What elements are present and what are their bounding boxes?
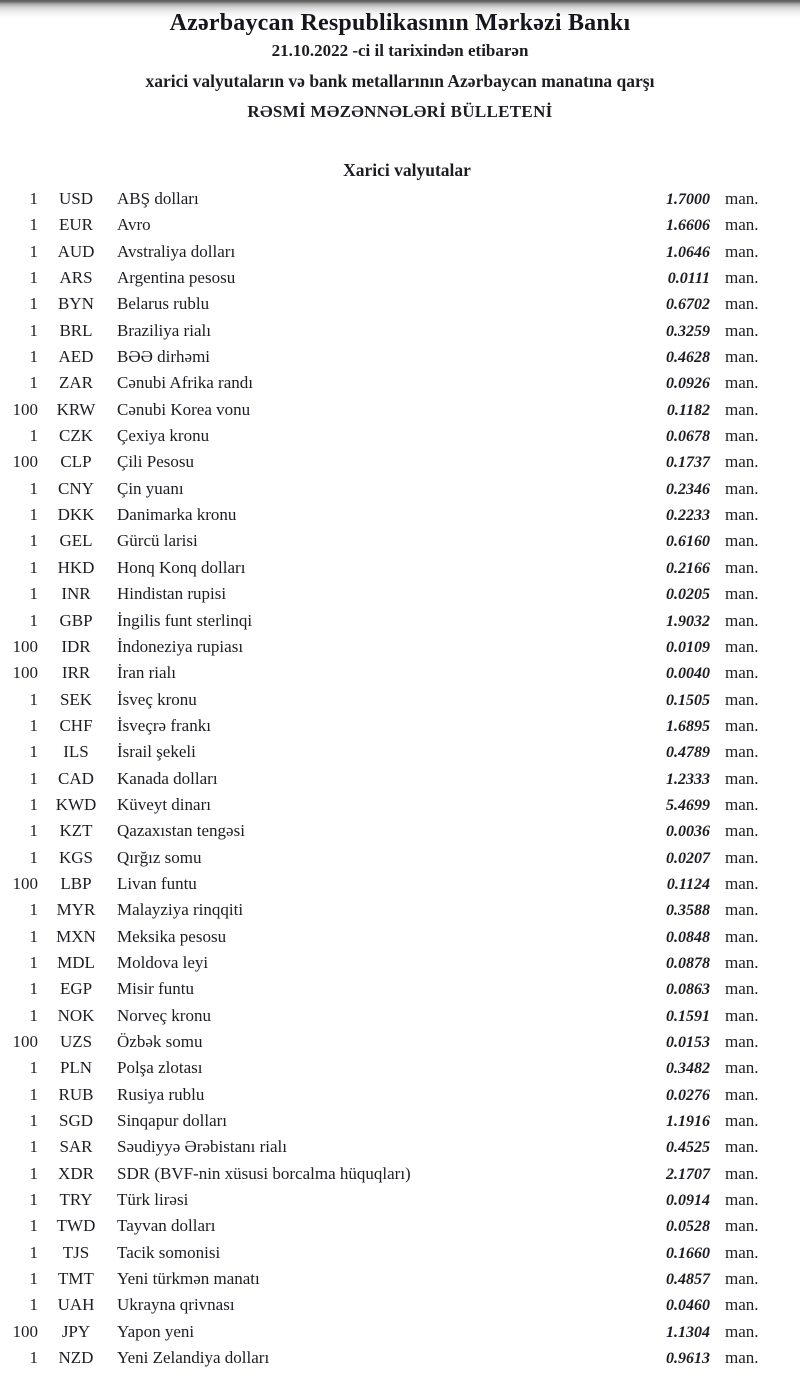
table-row: [0, 976, 800, 1002]
row-unit-label: man.: [725, 1163, 759, 1183]
row-rate-value: 0.0678: [666, 428, 710, 446]
table-row: [0, 1266, 800, 1292]
row-rate-value: 0.1660: [666, 1244, 710, 1262]
row-currency-name: Yapon yeni: [117, 1321, 195, 1341]
row-currency-name: Gürcü larisi: [117, 531, 198, 551]
row-quantity: 100: [12, 663, 38, 683]
row-unit-label: man.: [725, 557, 759, 577]
row-unit-label: man.: [725, 1242, 759, 1262]
row-currency-code: AED: [58, 347, 94, 367]
row-currency-code: INR: [61, 584, 91, 604]
row-currency-name: Türk lirəsi: [117, 1190, 189, 1210]
row-unit-label: man.: [725, 689, 759, 709]
row-currency-name: Səudiyyə Ərəbistanı rialı: [117, 1137, 287, 1157]
row-currency-code: TMT: [58, 1269, 94, 1289]
row-currency-code: SGD: [58, 1111, 93, 1131]
row-quantity: 100: [12, 636, 38, 656]
table-row: [0, 897, 800, 923]
table-row: [0, 186, 800, 212]
row-currency-name: Tayvan dolları: [117, 1216, 216, 1236]
row-unit-label: man.: [725, 241, 759, 261]
row-unit-label: man.: [725, 347, 759, 367]
row-currency-code: GBP: [59, 610, 93, 630]
row-unit-label: man.: [725, 1321, 759, 1341]
row-currency-name: Livan funtu: [117, 873, 197, 893]
row-quantity: 1: [29, 478, 38, 498]
row-rate-value: 0.1737: [666, 454, 710, 472]
row-currency-name: Sinqapur dolları: [117, 1111, 228, 1131]
row-quantity: 1: [29, 215, 38, 235]
row-currency-name: Qırğız somu: [117, 847, 202, 867]
row-quantity: 1: [29, 847, 38, 867]
table-row: [0, 1292, 800, 1318]
table-row: [0, 212, 800, 238]
row-unit-label: man.: [725, 1269, 759, 1289]
row-unit-label: man.: [725, 452, 759, 472]
row-rate-value: 0.0207: [666, 849, 710, 867]
effective-date-line: 21.10.2022 -ci il tarixindən etibarən: [271, 41, 529, 60]
row-currency-name: Rusiya rublu: [117, 1084, 205, 1104]
table-row: [0, 660, 800, 686]
row-currency-name: İran rialı: [117, 663, 176, 683]
row-unit-label: man.: [725, 268, 759, 288]
row-quantity: 100: [12, 399, 38, 419]
row-quantity: 1: [29, 1269, 38, 1289]
row-currency-name: Qazaxıstan tengəsi: [117, 821, 245, 841]
row-unit-label: man.: [725, 1348, 759, 1368]
table-row: [0, 1319, 800, 1345]
row-currency-name: Braziliya rialı: [117, 320, 211, 340]
row-unit-label: man.: [725, 1111, 759, 1131]
row-unit-label: man.: [725, 1005, 759, 1025]
row-quantity: 1: [29, 189, 38, 208]
table-row: [0, 1161, 800, 1187]
row-currency-name: Malayziya rinqqiti: [117, 900, 244, 920]
row-currency-name: İsveç kronu: [117, 689, 197, 709]
row-currency-name: İndoneziya rupiası: [117, 636, 244, 656]
row-rate-value: 0.0528: [666, 1218, 710, 1236]
row-currency-code: RUB: [58, 1084, 94, 1104]
table-row: [0, 924, 800, 950]
row-currency-name: ABŞ dolları: [117, 189, 199, 208]
row-quantity: 1: [29, 1190, 38, 1210]
table-row: [0, 265, 800, 291]
row-currency-code: JPY: [61, 1321, 91, 1341]
table-row: [0, 818, 800, 844]
row-quantity: 100: [12, 1321, 38, 1341]
row-rate-value: 0.4789: [666, 744, 710, 762]
row-currency-name: Çin yuanı: [117, 478, 184, 498]
row-currency-code: ZAR: [59, 373, 93, 393]
row-quantity: 100: [12, 452, 38, 472]
row-quantity: 1: [29, 979, 38, 999]
row-unit-label: man.: [725, 478, 759, 498]
row-currency-name: Ukrayna qrivnası: [117, 1295, 235, 1315]
row-rate-value: 0.0153: [666, 1034, 710, 1051]
row-quantity: 1: [29, 505, 38, 525]
row-currency-name: Moldova leyi: [117, 952, 209, 972]
row-currency-code: GEL: [59, 531, 93, 551]
row-currency-name: Norveç kronu: [117, 1005, 211, 1025]
row-currency-code: MXN: [56, 926, 96, 946]
row-quantity: 1: [29, 531, 38, 551]
row-unit-label: man.: [725, 1216, 759, 1236]
row-rate-value: 0.0111: [667, 270, 710, 288]
row-currency-code: DKK: [57, 505, 95, 525]
table-row: [0, 634, 800, 660]
bank-title: Azərbaycan Respublikasının Mərkəzi Bankı: [169, 10, 631, 36]
row-quantity: 1: [29, 610, 38, 630]
section-title-foreign-currencies: Xarici valyutalar: [343, 160, 471, 180]
table-row: [0, 950, 800, 976]
row-unit-label: man.: [725, 794, 759, 814]
row-quantity: 1: [29, 1163, 38, 1183]
row-currency-code: XDR: [58, 1163, 94, 1183]
row-quantity: 1: [29, 557, 38, 577]
row-quantity: 1: [29, 294, 38, 314]
table-row: [0, 344, 800, 370]
row-currency-name: İsveçrə frankı: [117, 715, 211, 735]
row-quantity: 1: [29, 373, 38, 393]
row-currency-name: Misir funtu: [117, 979, 194, 999]
table-row: [0, 1082, 800, 1108]
row-quantity: 1: [29, 241, 38, 261]
table-row: [0, 239, 800, 265]
row-unit-label: man.: [725, 320, 759, 340]
table-row: [0, 291, 800, 317]
row-currency-code: EGP: [59, 979, 93, 999]
row-rate-value: 0.0036: [666, 823, 710, 841]
row-unit-label: man.: [725, 715, 759, 735]
row-currency-name: Hindistan rupisi: [117, 584, 227, 604]
row-unit-label: man.: [725, 373, 759, 393]
table-row: [0, 397, 800, 423]
row-currency-name: Avstraliya dolları: [117, 241, 236, 261]
row-currency-code: LBP: [60, 873, 92, 893]
row-currency-name: Belarus rublu: [117, 294, 210, 314]
row-currency-code: BRL: [59, 320, 93, 340]
row-quantity: 100: [12, 1032, 38, 1051]
row-rate-value: 0.1182: [666, 401, 710, 419]
row-quantity: 1: [29, 584, 38, 604]
row-quantity: 1: [29, 426, 38, 446]
row-unit-label: man.: [725, 636, 759, 656]
row-unit-label: man.: [725, 531, 759, 551]
row-currency-code: TWD: [56, 1216, 96, 1236]
row-rate-value: 0.0109: [666, 638, 710, 656]
row-rate-value: 0.0040: [666, 665, 710, 683]
table-row: [0, 766, 800, 792]
table-row: [0, 1240, 800, 1266]
row-currency-code: AUD: [57, 241, 95, 261]
row-currency-name: Özbək somu: [117, 1032, 203, 1051]
row-unit-label: man.: [725, 399, 759, 419]
row-rate-value: 0.1124: [666, 875, 710, 893]
row-rate-value: 0.6702: [666, 296, 710, 314]
row-quantity: 1: [29, 1058, 38, 1078]
row-rate-value: 1.1304: [666, 1323, 710, 1341]
table-row: [0, 1187, 800, 1213]
row-currency-name: Danimarka kronu: [117, 505, 237, 525]
row-unit-label: man.: [725, 610, 759, 630]
row-currency-code: CAD: [58, 768, 94, 788]
row-currency-name: Honq Konq dolları: [117, 557, 246, 577]
row-rate-value: 0.4628: [666, 349, 710, 367]
row-currency-code: IDR: [61, 636, 91, 656]
row-unit-label: man.: [725, 1137, 759, 1157]
table-row: [0, 1108, 800, 1134]
row-unit-label: man.: [725, 294, 759, 314]
row-currency-code: CLP: [60, 452, 92, 472]
row-currency-code: TJS: [62, 1242, 90, 1262]
row-currency-name: Avro: [117, 215, 151, 235]
row-unit-label: man.: [725, 900, 759, 920]
row-rate-value: 0.3482: [666, 1060, 710, 1078]
row-unit-label: man.: [725, 1295, 759, 1315]
row-currency-name: Cənubi Afrika randı: [117, 373, 253, 393]
row-rate-value: 0.3259: [666, 322, 710, 340]
row-currency-name: Çili Pesosu: [117, 452, 194, 472]
row-currency-code: SEK: [59, 689, 93, 709]
row-rate-value: 0.2233: [666, 507, 710, 525]
row-rate-value: 2.1707: [666, 1165, 710, 1183]
row-quantity: 1: [29, 900, 38, 920]
table-row: [0, 1345, 800, 1371]
row-unit-label: man.: [725, 847, 759, 867]
row-unit-label: man.: [725, 768, 759, 788]
row-rate-value: 0.6160: [666, 533, 710, 551]
row-currency-code: EUR: [59, 215, 93, 235]
row-rate-value: 0.1505: [666, 691, 710, 709]
row-currency-name: Yeni Zelandiya dolları: [117, 1348, 270, 1368]
row-rate-value: 0.0460: [666, 1297, 710, 1315]
row-currency-name: Argentina pesosu: [117, 268, 236, 288]
table-row: [0, 555, 800, 581]
table-row: [0, 1134, 800, 1160]
row-quantity: 1: [29, 926, 38, 946]
table-row: [0, 423, 800, 449]
row-quantity: 1: [29, 320, 38, 340]
table-row: [0, 1003, 800, 1029]
table-row: [0, 713, 800, 739]
row-currency-code: KZT: [59, 821, 93, 841]
row-quantity: 1: [29, 794, 38, 814]
row-currency-code: MDL: [57, 952, 95, 972]
row-quantity: 1: [29, 1137, 38, 1157]
table-row: [0, 871, 800, 897]
row-rate-value: 0.0863: [666, 981, 710, 999]
row-currency-code: ARS: [59, 268, 93, 288]
row-quantity: 1: [29, 1242, 38, 1262]
row-unit-label: man.: [725, 1190, 759, 1210]
table-row: [0, 581, 800, 607]
table-row: [0, 739, 800, 765]
row-quantity: 1: [29, 1111, 38, 1131]
row-quantity: 1: [29, 1348, 38, 1368]
row-currency-code: KWD: [55, 794, 97, 814]
row-rate-value: 1.9032: [666, 612, 710, 630]
row-currency-code: PLN: [59, 1058, 93, 1078]
row-quantity: 1: [29, 952, 38, 972]
row-rate-value: 0.2166: [666, 559, 710, 577]
row-currency-code: SAR: [59, 1137, 93, 1157]
row-unit-label: man.: [725, 215, 759, 235]
row-currency-code: TRY: [59, 1190, 93, 1210]
row-currency-code: BYN: [58, 294, 94, 314]
row-quantity: 1: [29, 1295, 38, 1315]
row-rate-value: 0.0848: [666, 928, 710, 946]
row-quantity: 1: [29, 689, 38, 709]
row-quantity: 1: [29, 268, 38, 288]
row-rate-value: 0.3588: [666, 902, 710, 920]
row-rate-value: 0.0926: [666, 375, 710, 393]
row-unit-label: man.: [725, 426, 759, 446]
row-currency-name: Meksika pesosu: [117, 926, 227, 946]
row-unit-label: man.: [725, 505, 759, 525]
row-unit-label: man.: [725, 952, 759, 972]
row-currency-code: NZD: [58, 1348, 94, 1368]
row-currency-code: KGS: [58, 847, 93, 867]
row-rate-value: 1.1916: [666, 1113, 710, 1131]
table-row: [0, 370, 800, 396]
row-quantity: 1: [29, 768, 38, 788]
table-row: [0, 502, 800, 528]
row-currency-code: HKD: [57, 557, 95, 577]
row-quantity: 1: [29, 1216, 38, 1236]
row-rate-value: 0.1591: [666, 1007, 710, 1025]
subject-line: xarici valyutaların və bank metallarının Azərbaycan manatına qarşı: [145, 71, 655, 91]
row-rate-value: 0.2346: [666, 480, 710, 498]
row-currency-code: USD: [58, 189, 93, 208]
row-quantity: 1: [29, 715, 38, 735]
row-unit-label: man.: [725, 1084, 759, 1104]
row-quantity: 100: [12, 873, 38, 893]
table-row: [0, 449, 800, 475]
row-currency-code: MYR: [56, 900, 96, 920]
row-unit-label: man.: [725, 979, 759, 999]
row-currency-code: UAH: [57, 1295, 95, 1315]
row-currency-code: IRR: [61, 663, 91, 683]
row-currency-name: Yeni türkmən manatı: [117, 1269, 260, 1289]
table-row: [0, 476, 800, 502]
row-unit-label: man.: [725, 873, 759, 893]
row-quantity: 1: [29, 821, 38, 841]
row-currency-name: Polşa zlotası: [117, 1058, 203, 1078]
row-rate-value: 0.0205: [666, 586, 710, 604]
row-currency-name: Cənubi Korea vonu: [117, 399, 251, 419]
table-row: [0, 792, 800, 818]
row-quantity: 1: [29, 1084, 38, 1104]
row-quantity: 1: [29, 347, 38, 367]
row-quantity: 1: [29, 742, 38, 762]
row-unit-label: man.: [725, 663, 759, 683]
row-currency-name: Kanada dolları: [117, 768, 218, 788]
row-rate-value: 1.0646: [666, 243, 710, 261]
row-rate-value: 1.6606: [666, 217, 710, 235]
row-currency-code: CHF: [59, 715, 93, 735]
row-rate-value: 0.9613: [666, 1350, 710, 1368]
row-currency-code: NOK: [57, 1005, 95, 1025]
row-currency-code: KRW: [56, 399, 96, 419]
table-row: [0, 1029, 800, 1055]
row-rate-value: 0.4525: [666, 1139, 710, 1157]
row-rate-value: 1.2333: [666, 770, 710, 788]
row-currency-name: Çexiya kronu: [117, 426, 210, 446]
row-currency-name: Küveyt dinarı: [117, 794, 211, 814]
row-rate-value: 0.0878: [666, 954, 710, 972]
row-currency-name: İngilis funt sterlinqi: [117, 610, 253, 630]
row-unit-label: man.: [725, 1058, 759, 1078]
table-row: [0, 528, 800, 554]
row-unit-label: man.: [725, 742, 759, 762]
row-rate-value: 5.4699: [666, 796, 710, 814]
row-currency-name: İsrail şekeli: [117, 742, 196, 762]
row-rate-value: 1.6895: [666, 717, 710, 735]
table-row: [0, 608, 800, 634]
row-currency-code: CNY: [58, 478, 94, 498]
row-rate-value: 0.4857: [666, 1271, 710, 1289]
table-row: [0, 1213, 800, 1239]
row-currency-code: CZK: [59, 426, 93, 446]
row-currency-code: ILS: [63, 742, 89, 762]
row-rate-value: 0.0276: [666, 1086, 710, 1104]
row-unit-label: man.: [725, 821, 759, 841]
row-currency-name: BƏƏ dirhəmi: [117, 347, 211, 367]
row-currency-code: UZS: [59, 1032, 93, 1051]
row-unit-label: man.: [725, 1032, 759, 1051]
row-rate-value: 1.7000: [666, 191, 710, 208]
row-unit-label: man.: [725, 189, 759, 208]
table-row: [0, 318, 800, 344]
table-row: [0, 1055, 800, 1081]
rates-table: [0, 186, 800, 1371]
row-currency-name: SDR (BVF-nin xüsusi borcalma hüquqları): [117, 1163, 411, 1183]
row-currency-name: Tacik somonisi: [117, 1242, 221, 1262]
table-row: [0, 687, 800, 713]
bulletin-title: RƏSMİ MƏZƏNNƏLƏRİ BÜLLETENİ: [247, 102, 553, 121]
row-rate-value: 0.0914: [666, 1192, 710, 1210]
table-row: [0, 845, 800, 871]
row-quantity: 1: [29, 1005, 38, 1025]
row-unit-label: man.: [725, 584, 759, 604]
row-unit-label: man.: [725, 926, 759, 946]
